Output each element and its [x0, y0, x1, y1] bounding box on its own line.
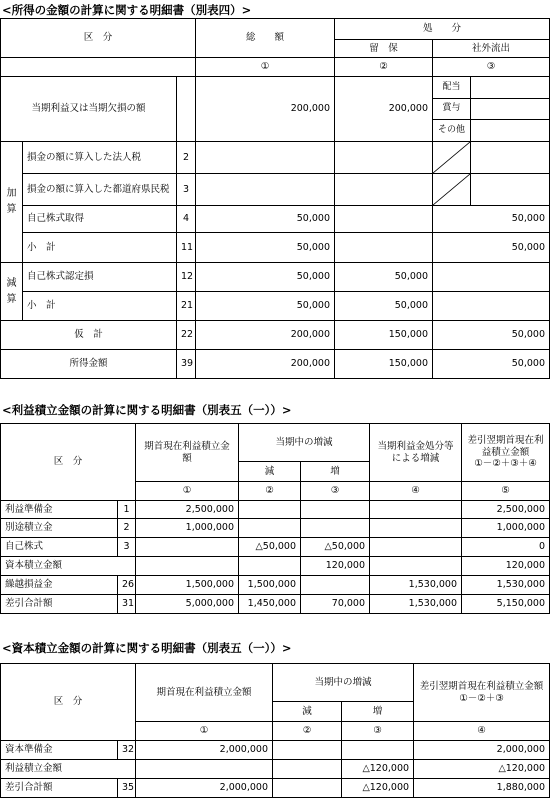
row-label: 差引合計額 — [1, 779, 118, 798]
kubun-header: 区 分 — [1, 424, 136, 501]
blank-cell — [471, 120, 550, 142]
row-label: 損金の額に算入した法人税 — [23, 142, 177, 174]
col-number: ② — [273, 722, 342, 741]
table-row — [1, 538, 550, 557]
table-row — [1, 519, 550, 538]
row-total: 50,000 — [196, 292, 335, 321]
row-out — [433, 292, 550, 321]
row-ryuho — [335, 174, 433, 206]
row-number: 11 — [177, 233, 196, 263]
row-tax — [370, 538, 462, 557]
row-dec: 1,500,000 — [239, 576, 301, 595]
kasan-side-label: 加算 — [1, 142, 23, 263]
row-label: 利益積立金額 — [1, 760, 136, 779]
row-end: 2,500,000 — [462, 501, 550, 519]
row-out: 50,000 — [433, 350, 550, 379]
row-dec — [273, 760, 342, 779]
table-row — [1, 760, 550, 779]
row-label: 自己株式認定損 — [23, 263, 177, 292]
row-begin: 1,000,000 — [136, 519, 239, 538]
row-number: 3 — [118, 538, 136, 557]
blank-cell — [471, 99, 550, 120]
row-number: 2 — [177, 142, 196, 174]
col-number: ① — [136, 722, 273, 741]
row-out: 50,000 — [433, 321, 550, 350]
table-row — [1, 779, 550, 798]
change-header: 当期中の増減 — [239, 424, 370, 462]
end-header-label: 差引翌期首現在利益積立金額 — [467, 434, 544, 458]
row-inc — [301, 519, 370, 538]
row-inc — [342, 741, 414, 760]
row-number: 21 — [177, 292, 196, 321]
end-header — [414, 664, 550, 722]
rieki-table — [0, 423, 550, 614]
end-formula: ①－②＋③＋④ — [474, 458, 537, 470]
row-number: 4 — [177, 206, 196, 233]
row-dec — [239, 519, 301, 538]
out-item-label: 配当 — [433, 77, 471, 99]
end-formula: ①－②＋③ — [459, 692, 504, 704]
out-item-label: その他 — [433, 120, 471, 142]
table-row — [1, 576, 550, 595]
row-ryuho — [335, 142, 433, 174]
blank-cell — [177, 77, 196, 142]
row-label: 小 計 — [23, 292, 177, 321]
change-header: 当期中の増減 — [273, 664, 414, 702]
row-out: 50,000 — [433, 233, 550, 263]
row-label: 資本準備金 — [1, 741, 118, 760]
row-end: 120,000 — [462, 557, 550, 576]
row-end: 1,880,000 — [414, 779, 550, 798]
col-number: ① — [136, 482, 239, 501]
dec-header: 減 — [273, 702, 342, 722]
row-tax — [370, 501, 462, 519]
col-number: ③ — [301, 482, 370, 501]
beppyo4-title: <所得の金額の計算に関する明細書（別表四）> — [2, 3, 252, 17]
row-dec — [239, 501, 301, 519]
row-dec: △50,000 — [239, 538, 301, 557]
kubun-header: 区 分 — [1, 19, 196, 58]
row-inc: △120,000 — [342, 779, 414, 798]
row-total — [196, 174, 335, 206]
row-begin: 1,500,000 — [136, 576, 239, 595]
row-total: 50,000 — [196, 263, 335, 292]
row-number: 1 — [118, 501, 136, 519]
row-out: 50,000 — [433, 206, 550, 233]
row-dec — [239, 557, 301, 576]
col-number: ③ — [342, 722, 414, 741]
row-ryuho — [335, 206, 433, 233]
row-label: 差引合計額 — [1, 595, 118, 614]
col-number: ① — [196, 58, 335, 77]
row-number: 12 — [177, 263, 196, 292]
row-total: 200,000 — [196, 350, 335, 379]
row-label: 別途積立金 — [1, 519, 118, 538]
row-dec — [273, 779, 342, 798]
row-label: 資本積立金額 — [1, 557, 136, 576]
row-label: 小 計 — [23, 233, 177, 263]
begin-header: 期首現在利益積立金額 — [136, 424, 239, 482]
row-end: 5,150,000 — [462, 595, 550, 614]
row-begin — [136, 538, 239, 557]
beppyo5-shihon-title: <資本積立金額の計算に関する明細書（別表五（一））> — [2, 641, 292, 655]
row-begin — [136, 557, 239, 576]
col-number: ④ — [370, 482, 462, 501]
table-row — [1, 741, 550, 760]
ryuho-header: 留 保 — [335, 40, 433, 58]
row-inc — [301, 576, 370, 595]
row-number: 26 — [118, 576, 136, 595]
row-begin: 2,000,000 — [136, 741, 273, 760]
row-label: 損金の額に算入した都道府県民税 — [23, 174, 177, 206]
row-total: 200,000 — [196, 321, 335, 350]
row-begin: 2,000,000 — [136, 779, 273, 798]
col-number: ② — [239, 482, 301, 501]
tax-header: 当期利益金処分等による増減 — [370, 424, 462, 482]
row-number: 32 — [118, 741, 136, 760]
sogaku-header: 総 額 — [196, 19, 335, 58]
row-total: 50,000 — [196, 233, 335, 263]
row-ryuho: 50,000 — [335, 263, 433, 292]
row-tax — [370, 519, 462, 538]
row-inc — [301, 501, 370, 519]
row-ryuho — [335, 233, 433, 263]
table-row — [1, 557, 550, 576]
row-ryuho: 150,000 — [335, 350, 433, 379]
row-tax: 1,530,000 — [370, 595, 462, 614]
dec-header: 減 — [239, 462, 301, 482]
row-inc: △120,000 — [342, 760, 414, 779]
row-number: 3 — [177, 174, 196, 206]
col-number: ② — [335, 58, 433, 77]
row-dec — [273, 741, 342, 760]
shihon-table — [0, 663, 550, 798]
col-number: ⑤ — [462, 482, 550, 501]
col-number: ③ — [433, 58, 550, 77]
row-out — [433, 263, 550, 292]
row-end: 0 — [462, 538, 550, 557]
row-inc: △50,000 — [301, 538, 370, 557]
row-end: 1,000,000 — [462, 519, 550, 538]
row-dec: 1,450,000 — [239, 595, 301, 614]
row-out — [471, 142, 550, 174]
out-item-label: 賞与 — [433, 99, 471, 120]
end-header — [462, 424, 550, 482]
row-out — [471, 174, 550, 206]
row-label: 自己株式取得 — [23, 206, 177, 233]
row-inc: 120,000 — [301, 557, 370, 576]
row-end: 2,000,000 — [414, 741, 550, 760]
row-begin: 2,500,000 — [136, 501, 239, 519]
end-header-label: 差引翌期首現在利益積立金額 — [419, 680, 544, 692]
row-ryuho: 150,000 — [335, 321, 433, 350]
karikei-label: 仮 計 — [1, 321, 177, 350]
row-total — [196, 142, 335, 174]
row-ryuho: 50,000 — [335, 292, 433, 321]
begin-header: 期首現在利益積立金額 — [136, 664, 273, 722]
shotoku-label: 所得金額 — [1, 350, 177, 379]
row-label: 利益準備金 — [1, 501, 118, 519]
inc-header: 増 — [301, 462, 370, 482]
profit-ryuho: 200,000 — [335, 77, 433, 142]
diagonal-cell — [433, 174, 471, 206]
col-number: ④ — [414, 722, 550, 741]
row-total: 50,000 — [196, 206, 335, 233]
row-begin: 5,000,000 — [136, 595, 239, 614]
table-row — [1, 501, 550, 519]
row-tax — [370, 557, 462, 576]
row-number: 31 — [118, 595, 136, 614]
row-inc: 70,000 — [301, 595, 370, 614]
profit-total: 200,000 — [196, 77, 335, 142]
shobun-header: 処 分 — [335, 19, 550, 40]
row-end: △120,000 — [414, 760, 550, 779]
row-number: 2 — [118, 519, 136, 538]
kubun-header: 区 分 — [1, 664, 136, 741]
blank-cell — [471, 77, 550, 99]
profit-label: 当期利益又は当期欠損の額 — [1, 77, 177, 142]
shagai-header: 社外流出 — [433, 40, 550, 58]
row-label: 自己株式 — [1, 538, 118, 557]
row-tax: 1,530,000 — [370, 576, 462, 595]
row-label: 繰越損益金 — [1, 576, 118, 595]
beppyo4-table — [0, 18, 550, 379]
gensan-side-label: 減算 — [1, 263, 23, 321]
row-number: 22 — [177, 321, 196, 350]
row-number: 35 — [118, 779, 136, 798]
row-end: 1,530,000 — [462, 576, 550, 595]
row-number: 39 — [177, 350, 196, 379]
inc-header: 増 — [342, 702, 414, 722]
row-begin — [136, 760, 273, 779]
beppyo5-rieki-title: <利益積立金額の計算に関する明細書（別表五（一））> — [2, 403, 292, 417]
blank-cell — [1, 58, 196, 77]
table-row — [1, 595, 550, 614]
diagonal-cell — [433, 142, 471, 174]
